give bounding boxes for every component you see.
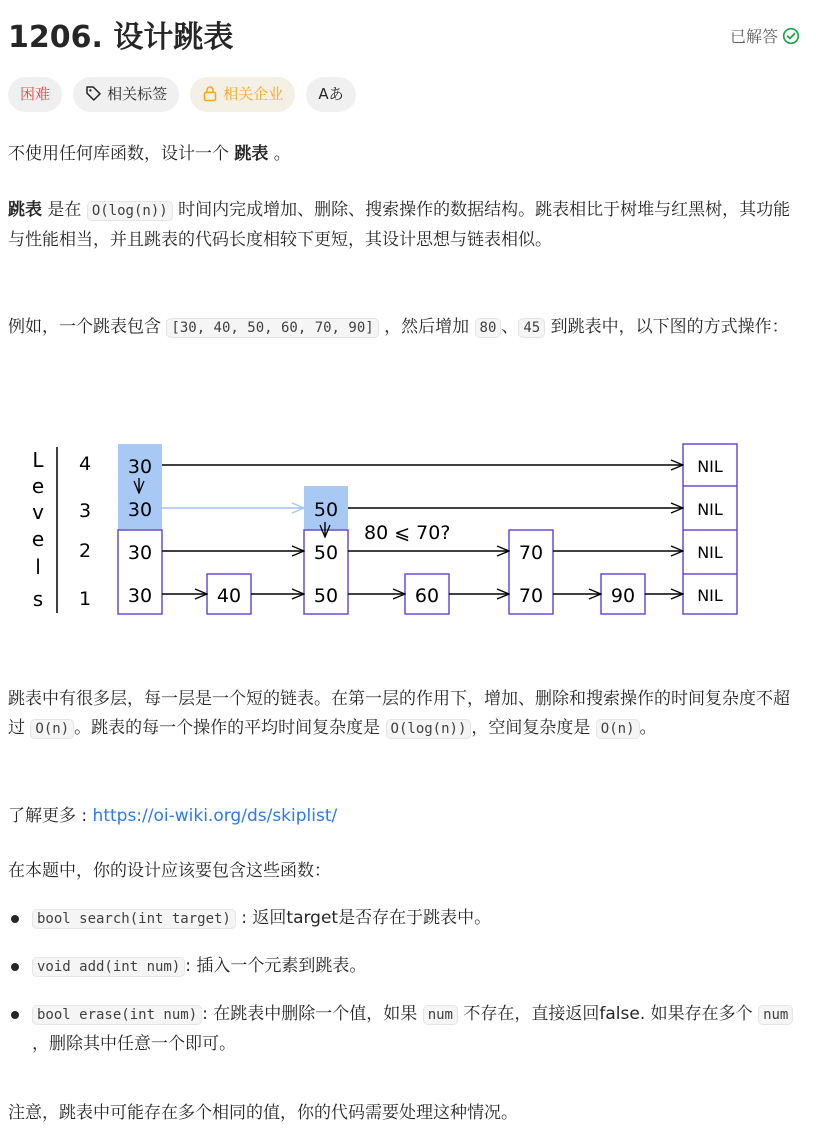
company-tags-button[interactable]: [190, 77, 295, 112]
functions-intro: 在本题中，你的设计应该要包含这些函数：: [8, 861, 331, 881]
note-paragraph: 注意，跳表中可能存在多个相同的值，你的代码需要处理这种情况。: [8, 1103, 518, 1123]
list-item: void add(int num) : 插入一个元素到跳表。: [8, 952, 798, 982]
example-paragraph: 例如，一个跳表包含 [30, 40, 50, 60, 70, 90] ，然后增加 80 、 45 到跳表中，以下图的方式操作：: [8, 317, 789, 337]
level-number: 3: [78, 500, 92, 522]
node-value: 40: [216, 585, 242, 607]
company-tags-label: 相关企业: [223, 85, 284, 103]
skiplist-definition: 跳表 是在 O(log(n)) 时间内完成增加、删除、搜索操作的数据结构。跳表相比于树堆与红黑树，其功能与性能相当，并且跳表的代码长度相较下更短，其设计思想与链表相似。: [8, 200, 791, 250]
intro-paragraph: 不使用任何库函数，设计一个 跳表 。: [8, 144, 291, 164]
node-value: 30: [127, 585, 153, 607]
solved-label: 已解答: [729, 27, 778, 46]
check-circle-icon: [782, 27, 800, 45]
levels-axis-letter: l: [35, 555, 41, 579]
node-value: 70: [518, 542, 544, 564]
complexity-paragraph: 跳表中有很多层，每一层是一个短的链表。在第一层的作用下，增加、删除和搜索操作的时间复杂度不超过 O(n) 。跳表的每一个操作的平均时间复杂度是 O(log(n)) ，空间复杂度是 O(n) 。: [8, 689, 790, 738]
list-item: bool erase(int num) : 在跳表中删除一个值，如果 num 不存在，直接返回false. 如果存在多个 num ，删除其中任意一个即可。: [8, 1000, 798, 1059]
node-value: 30: [127, 456, 153, 478]
node-value: 90: [610, 585, 636, 607]
font-toggle-button[interactable]: Aあ: [306, 77, 355, 112]
levels-axis-letter: e: [31, 527, 45, 551]
nil-node: NIL: [697, 457, 723, 476]
levels-axis-letter: L: [32, 448, 44, 472]
node-value: 50: [313, 499, 339, 521]
nil-node: NIL: [697, 500, 723, 519]
tag-row: [8, 77, 362, 113]
levels-axis-letter: v: [32, 500, 44, 524]
tag-icon: [85, 85, 102, 102]
skiplist-diagram: [28, 435, 758, 620]
solved-status: [730, 24, 800, 47]
difficulty-tag[interactable]: 困难: [8, 77, 62, 112]
topic-tags-label: 相关标签: [107, 85, 168, 103]
level-number: 4: [78, 453, 92, 475]
nil-node: NIL: [697, 543, 723, 562]
title-row: [8, 10, 808, 54]
node-value: 60: [414, 585, 440, 607]
list-item: bool search(int target) : 返回target是否存在于跳表中。: [8, 904, 798, 934]
node-value: 50: [313, 585, 339, 607]
lock-icon: [202, 85, 218, 102]
nil-node: NIL: [697, 586, 723, 605]
problem-title[interactable]: 1206. 设计跳表: [8, 20, 234, 55]
comparison-annotation: 80 ⩽ 70?: [364, 522, 451, 544]
topic-tags-button[interactable]: [73, 77, 179, 112]
oi-wiki-link[interactable]: https://oi-wiki.org/ds/skiplist/: [92, 806, 338, 826]
level-number: 1: [78, 588, 92, 610]
level-number: 2: [78, 540, 92, 562]
node-value: 50: [313, 542, 339, 564]
node-value: 30: [127, 499, 153, 521]
learn-more: 了解更多 : https://oi-wiki.org/ds/skiplist/: [8, 806, 338, 826]
node-value: 70: [518, 585, 544, 607]
levels-axis-letter: s: [32, 587, 44, 611]
levels-axis-letter: e: [31, 474, 45, 498]
node-value: 30: [127, 542, 153, 564]
function-list: [8, 904, 798, 1077]
